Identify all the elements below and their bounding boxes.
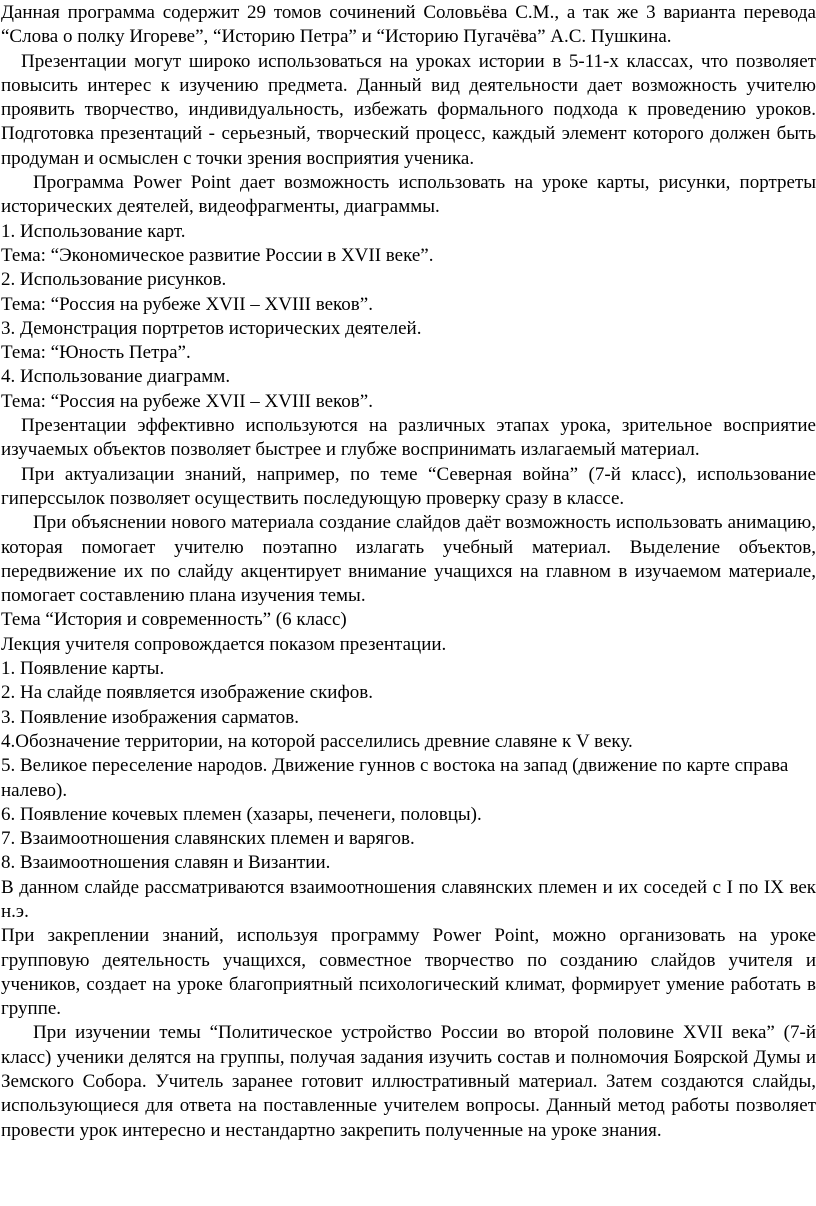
list-item: 2. На слайде появляется изображение скифов. (1, 682, 374, 704)
paragraph-actualization: При актуализации знаний, например, по теме “Северная война” (7-й класс), использование гиперссылок позволяет осуществить последующую проверку сразу в классе. (1, 463, 816, 509)
topic-line: Тема: “Россия на рубеже XVII – XVIII веков”. (1, 390, 373, 412)
topic-line: Тема: “Экономическое развитие России в XVII веке”. (1, 244, 434, 266)
list-item: 3. Демонстрация портретов исторических деятелей. (1, 317, 422, 339)
list-item: 1. Использование карт. (1, 220, 186, 242)
list-item: 6. Появление кочевых племен (хазары, печенеги, половцы). (1, 803, 482, 825)
topic-line: Тема: “Россия на рубеже XVII – XVIII веков”. (1, 293, 373, 315)
paragraph-slide-note: В данном слайде рассматриваются взаимоотношения славянских племен и их соседей с I по IX век н.э. (1, 876, 816, 922)
list-item: 1. Появление карты. (1, 658, 165, 680)
paragraph-presentations: Презентации могут широко использоваться на уроках истории в 5-11-х классах, что позволяет повысить интерес к изучению предмета. Данный вид деятельности дает возможность учителю проявить творчество, индивидуальность, избежать формального подхода к проведению уроков. Подготовка презентаций - серьезный, творческий процесс, каждый элемент которого должен быть продуман и осмыслен с точки зрения восприятия ученика. (1, 50, 816, 169)
paragraph-explanation: При объяснении нового материала создание слайдов даёт возможность использовать анимацию, которая помогает учителю поэтапно излагать учебный материал. Выделение объектов, передвижение их по слайду акцентирует внимание учащихся на главном в изучаемом материале, помогает составлению плана изучения темы. (1, 512, 816, 607)
list-item: 7. Взаимоотношения славянских племен и варягов. (1, 828, 415, 850)
list-item: 4.Обозначение территории, на которой расселились древние славяне к V веку. (1, 730, 633, 752)
paragraph-political-structure: При изучении темы “Политическое устройство России во второй половине XVII века” (7-й класс) ученики делятся на группы, получая задания изучить состав и полномочия Боярской Думы и Земского Собора. Учитель заранее готовит иллюстративный материал. Затем создаются слайды, использующиеся для ответа на поставленные учителем вопросы. Данный метод работы позволяет провести урок интересно и нестандартно закрепить полученные на уроке знания. (1, 1022, 816, 1141)
topic-line: Тема: “Юность Петра”. (1, 342, 191, 364)
list-item: 5. Великое переселение народов. Движение гуннов с востока на запад (движение по карте справа налево). (1, 755, 789, 801)
paragraph-effective-use: Презентации эффективно используются на различных этапах урока, зрительное восприятие изучаемых объектов позволяет быстрее и глубже воспринимать излагаемый материал. (1, 415, 816, 461)
list-item: 2. Использование рисунков. (1, 269, 227, 291)
list-item: 3. Появление изображения сарматов. (1, 706, 299, 728)
paragraph-consolidation: При закреплении знаний, используя программу Power Point, можно организовать на уроке групповую деятельность учащихся, совместное творчество по созданию слайдов учителя и учеников, создает на уроке благоприятный психологический климат, формирует умение работать в группе. (1, 925, 816, 1020)
list-item: 8. Взаимоотношения славян и Византии. (1, 852, 331, 874)
lecture-line: Лекция учителя сопровождается показом презентации. (1, 633, 447, 655)
topic-line: Тема “История и современность” (6 класс) (1, 609, 347, 631)
list-item: 4. Использование диаграмм. (1, 366, 231, 388)
paragraph-intro: Данная программа содержит 29 томов сочинений Соловьёва С.М., а так же 3 варианта перевода “Слова о полку Игореве”, “Историю Петра” и “Историю Пугачёва” А.С. Пушкина. (1, 2, 816, 48)
paragraph-power-point: Программа Power Point дает возможность использовать на уроке карты, рисунки, портреты исторических деятелей, видеофрагменты, диаграммы. (1, 172, 816, 218)
